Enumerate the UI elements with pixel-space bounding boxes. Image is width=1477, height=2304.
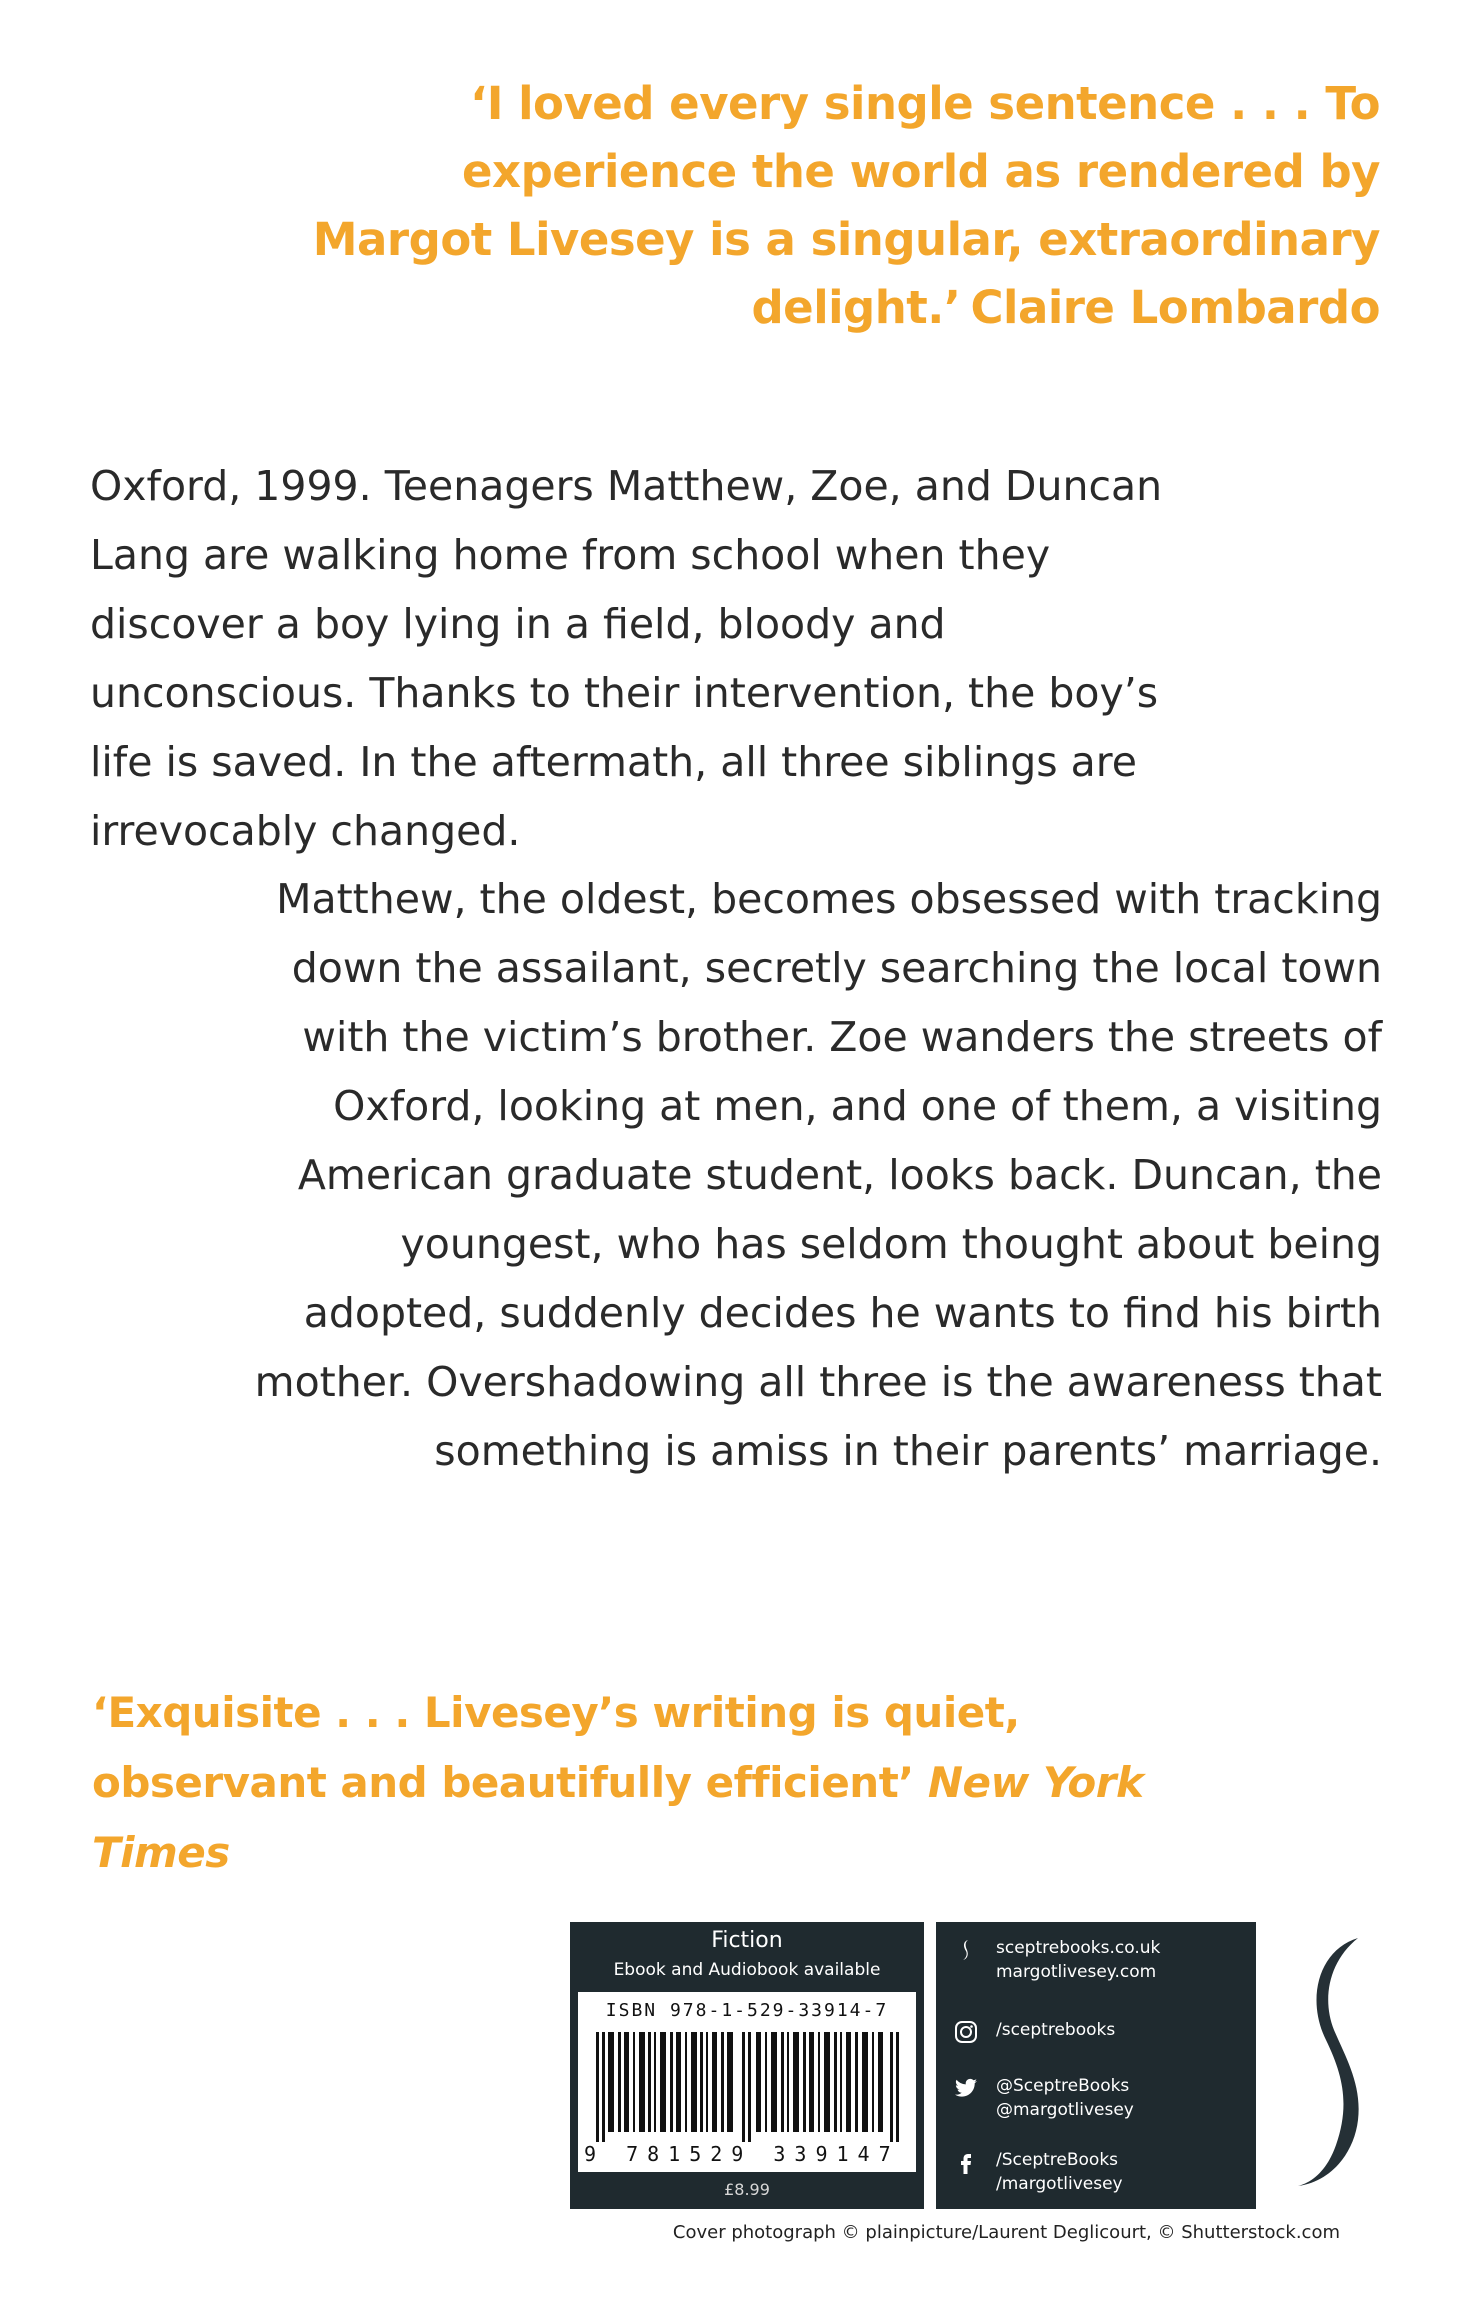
price-label: £8.99 [724, 2180, 770, 2199]
blurb-paragraph-1: Oxford, 1999. Teenagers Matthew, Zoe, and Duncan Lang are walking home from school when they discover a boy lying in a field, bloody and unconscious. Thanks to their intervention, the boy’s life is saved. In the aftermath, all three siblings are irrevocably changed. [90, 462, 1163, 855]
bottom-review-quote [92, 1678, 1192, 1888]
barcode-digits: 9 781529 339147 [584, 2142, 900, 2166]
instagram-handle[interactable]: /sceptrebooks [996, 2020, 1116, 2040]
blurb-paragraph-2: Matthew, the oldest, becomes obsessed with tracking down the assailant, secretly searching the local town with the victim’s brother. Zoe wanders the streets of Oxford, looking at men, and one of them, a visiting American graduate student, looks back. Duncan, the youngest, who has seldom thought about being adopted, suddenly decides he wants to find his birth mother. Overshadowing all three is the awareness that something is amiss in their parents’ marriage. [254, 875, 1382, 1475]
facebook-page-publisher[interactable]: /SceptreBooks [996, 2150, 1119, 2170]
instagram-icon [954, 2020, 978, 2044]
facebook-page-author[interactable]: /margotlivesey [996, 2174, 1123, 2194]
top-quote-text: ‘I loved every single sentence . . . To experience the world as rendered by Margot Livesey is a singular, extraordinary delight.’ [312, 77, 1380, 334]
formats-label: Ebook and Audiobook available [613, 1960, 881, 1980]
top-quote-attribution: Claire Lombardo [970, 281, 1380, 334]
photo-credit: Cover photograph © plainpicture/Laurent Deglicourt, © Shutterstock.com [672, 2222, 1340, 2243]
facebook-icon [954, 2150, 978, 2174]
top-review-quote [300, 70, 1380, 342]
barcode-panel [570, 1922, 924, 2209]
isbn-label: ISBN 978-1-529-33914-7 [605, 2000, 889, 2021]
barcode-icon [596, 2032, 906, 2142]
barcode-box [578, 1992, 916, 2172]
sceptre-logo-icon [954, 1938, 978, 1962]
twitter-icon [954, 2076, 978, 2100]
bottom-quote-source: New York Times [92, 1758, 1144, 1877]
website-link-author[interactable]: margotlivesey.com [996, 1962, 1157, 1982]
twitter-handle-author[interactable]: @margotlivesey [996, 2100, 1134, 2120]
genre-label: Fiction [711, 1928, 783, 1953]
sceptre-logo [1288, 1930, 1378, 2190]
bottom-quote-text: ‘Exquisite . . . Livesey’s writing is quiet, observant and beautifully efficient’ [92, 1688, 1020, 1807]
twitter-handle-publisher[interactable]: @SceptreBooks [996, 2076, 1130, 2096]
website-link-sceptre[interactable]: sceptrebooks.co.uk [996, 1938, 1161, 1958]
links-panel [936, 1922, 1256, 2209]
